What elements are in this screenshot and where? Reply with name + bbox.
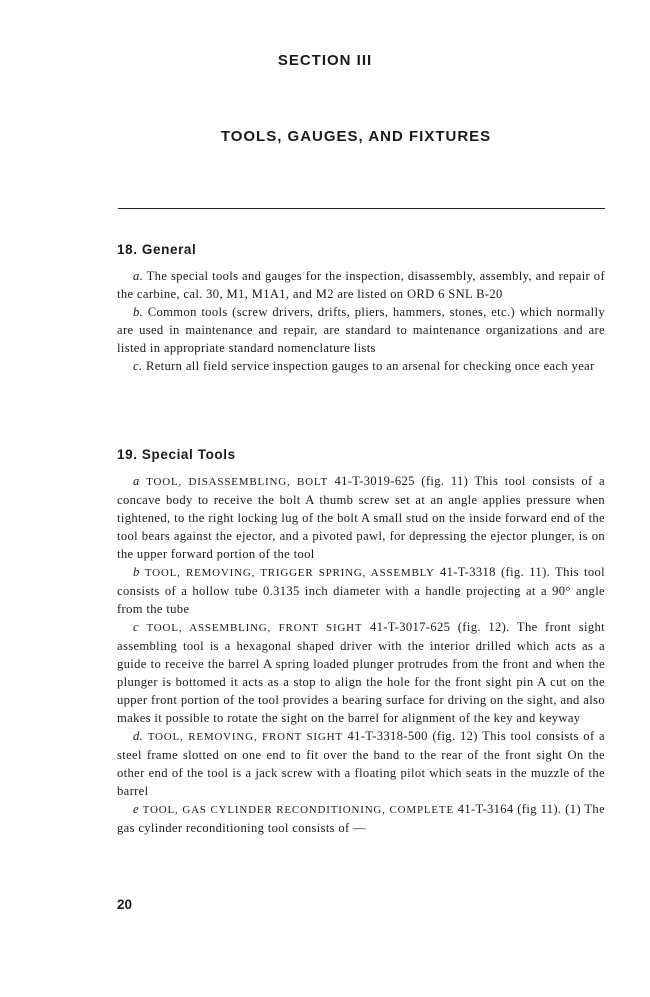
paragraph-19d <box>117 727 605 800</box>
paragraph-text: 41-T-3019-625 (fig. 11) This tool consists of a concave body to receive the bolt A thumb screw set at an angle applies pressure when tightened, to the right locking lug of the bolt A small stud on the inside forward end of the tool bears against the ejector, and a pivoted pawl, for depressing the ejector plunger, is on the upper forward portion of the tool <box>117 474 605 561</box>
paragraph-18b <box>117 303 605 357</box>
tool-name: TOOL, REMOVING, TRIGGER SPRING, ASSEMBLY <box>144 567 435 579</box>
paragraph-label: c. <box>133 359 143 373</box>
page-number: 20 <box>117 897 133 912</box>
paragraph-label: a <box>133 474 140 488</box>
paragraph-text: Return all field service inspection gauges to an arsenal for checking once each year <box>145 359 595 373</box>
section-label: SECTION III <box>277 52 373 69</box>
paragraph-label: b <box>133 565 140 579</box>
paragraph-19b <box>117 563 605 618</box>
paragraph-18c <box>117 357 605 375</box>
paragraph-text: 41-T-3318 (fig. 11). This tool consists of a hollow tube 0.3135 inch diameter with a handle projecting at a 90° angle from the tube <box>117 565 606 616</box>
paragraph-text: 41-T-3318-500 (fig. 12) This tool consists of a steel frame slotted on one end to fit over the band to the rear of the front sight On the other end of the tool is a jack screw with a floating pilot which seats in the muzzle of the barrel <box>117 729 605 798</box>
tool-name: TOOL, REMOVING, FRONT SIGHT <box>147 731 343 743</box>
section-18-general <box>117 241 605 375</box>
paragraph-19a <box>117 472 605 563</box>
section-title: TOOLS, GAUGES, AND FIXTURES <box>220 128 492 145</box>
paragraph-text: 41-T-3164 (fig 11). (1) The gas cylinder reconditioning tool consists of — <box>117 802 606 835</box>
paragraph-label: d. <box>133 729 144 743</box>
paragraph-18a <box>117 267 605 303</box>
paragraph-text: The special tools and gauges for the inspection, disassembly, assembly, and repair of the carbine, cal. 30, M1, M1A1, and M2 are listed on ORD 6 SNL B-20 <box>117 269 605 301</box>
section-heading: 19. Special Tools <box>117 447 236 462</box>
paragraph-label: c <box>133 620 139 634</box>
tool-name: TOOL, ASSEMBLING, FRONT SIGHT <box>146 622 363 634</box>
paragraph-label: e <box>133 802 139 816</box>
paragraph-19c <box>117 618 605 727</box>
paragraph-19e <box>117 800 605 837</box>
title-rule <box>118 208 605 209</box>
tool-name: TOOL, DISASSEMBLING, BOLT <box>146 476 328 488</box>
tool-name: TOOL, GAS CYLINDER RECONDITIONING, COMPLETE <box>142 804 454 816</box>
paragraph-label: a. <box>133 269 144 283</box>
section-heading: 18. General <box>117 242 197 257</box>
paragraph-text: Common tools (screw drivers, drifts, pliers, hammers, stones, etc.) which normally are used in maintenance and repair, are standard to maintenance organizations and are listed in appropriate standard nomenclature lists <box>117 305 605 355</box>
paragraph-text: 41-T-3017-625 (fig. 12). The front sight assembling tool is a hexagonal shaped driver with the interior drilled which acts as a guide to receive the barrel A spring loaded plunger protrudes from the front and when the plunger is bottomed it acts as a stop to align the hole for the front sight pin A cut on the upper front portion of the tool provides a bearing surface for driving on the sight, and also makes it possible to rotate the sight on the barrel for alignment of the key and keyway <box>117 620 606 725</box>
paragraph-label: b. <box>133 305 144 319</box>
section-19-special-tools <box>117 446 605 837</box>
